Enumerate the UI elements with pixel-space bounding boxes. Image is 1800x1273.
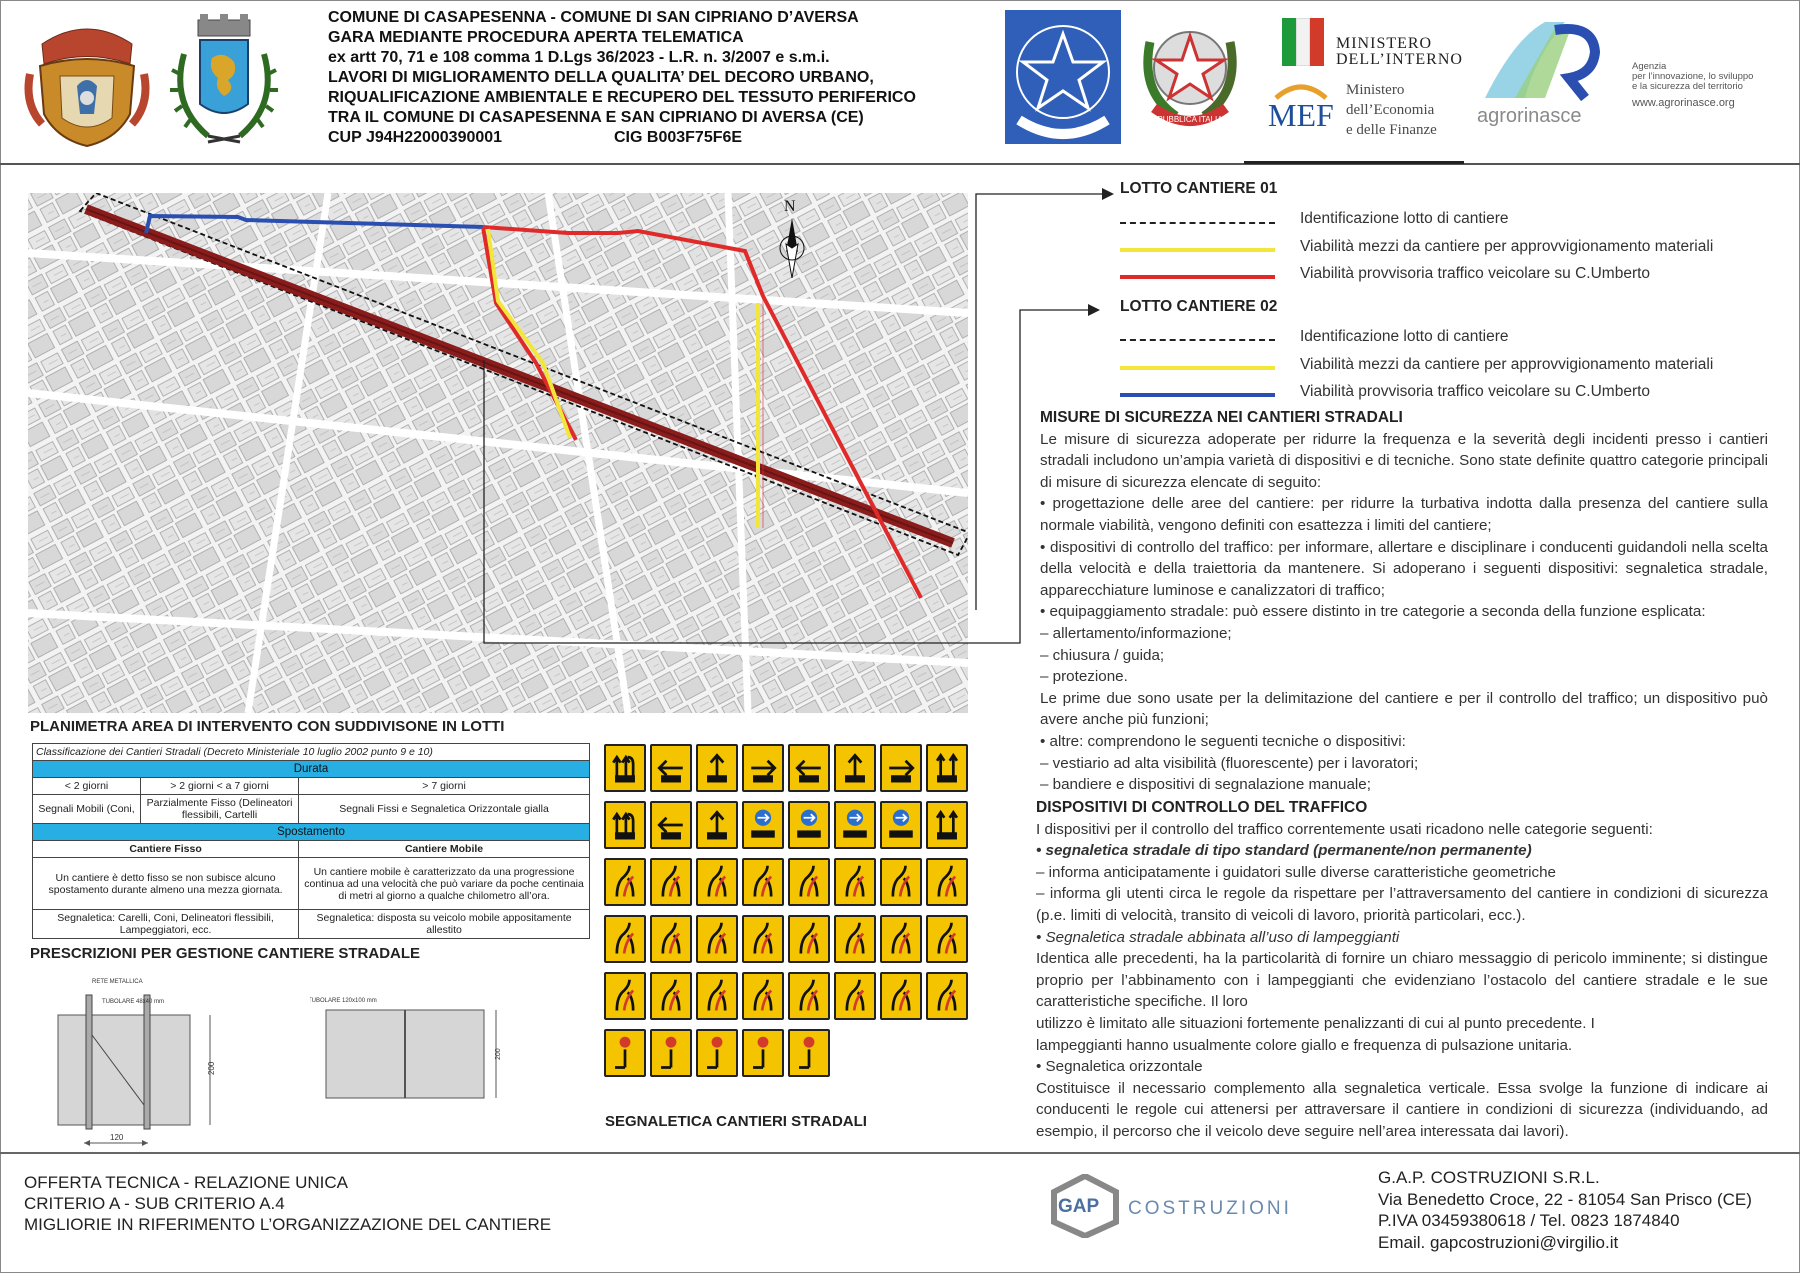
road-sign-icon [696, 915, 738, 963]
footer-left [24, 1172, 551, 1235]
north-label: N [784, 198, 796, 215]
road-sign-icon [926, 858, 968, 906]
ministero-interno-text: MINISTERO [1336, 35, 1433, 52]
road-sign-icon [880, 858, 922, 906]
road-sign-icon [650, 801, 692, 849]
mef-text: MEF [1268, 97, 1334, 130]
lotto1-item: Viabilità mezzi da cantiere per approvvigionamento materiali [1300, 238, 1714, 255]
road-sign-icon [926, 972, 968, 1020]
lotto1-item: Identificazione lotto di cantiere [1300, 210, 1509, 227]
road-sign-icon [834, 858, 876, 906]
road-sign-icon [604, 744, 646, 792]
road-sign-icon [696, 1029, 738, 1077]
mef-logo [1266, 78, 1466, 140]
table-cell: Un cantiere mobile è caratterizzato da una progressione continua ad una velocità che può variare da poche centinaia di metri al giorno a qualche chilometro all’ora. [299, 858, 590, 910]
road-sign-icon [880, 915, 922, 963]
road-sign-icon [696, 744, 738, 792]
road-sign-icon [650, 744, 692, 792]
mef-name: e delle Finanze [1346, 122, 1437, 138]
cig-code: CIG B003F75F6E [614, 129, 743, 146]
table-header-cell: Cantiere Mobile [299, 841, 590, 858]
agrorinasce-url: www.agrorinasce.org [1632, 97, 1735, 109]
fence-dim-height: 200 [495, 1048, 502, 1060]
road-sign-icon [788, 915, 830, 963]
dispositivi-section [1036, 797, 1768, 1143]
road-sign-icon [650, 858, 692, 906]
table-caption: Classificazione dei Cantieri Stradali (Decreto Ministeriale 10 luglio 2002 punto 9 e 10) [33, 744, 590, 761]
lotto2-blue-line [1120, 393, 1275, 397]
road-sign-icon [696, 858, 738, 906]
company-address: Via Benedetto Croce, 22 - 81054 San Prisco (CE) [1378, 1189, 1752, 1209]
header-title [328, 8, 968, 148]
misure-list-item: – bandiere e dispositivi di segnalazione manuale; [1040, 776, 1371, 794]
legend-connector-lines [480, 180, 1120, 650]
header-title-line: TRA IL COMUNE DI CASAPESENNA E SAN CIPRIANO DI AVERSA (CE) [328, 109, 864, 126]
road-sign-icon [650, 915, 692, 963]
header-title-line: LAVORI DI MIGLIORAMENTO DELLA QUALITA’ DEL DECORO URBANO, [328, 69, 874, 86]
dispositivi-category: • Segnaletica orizzontale [1036, 1058, 1203, 1076]
table-cell: Segnaletica: Carelli, Coni, Delineatori flessibili, Lampeggiatori, ecc. [33, 910, 299, 939]
dispositivi-text: – informa gli utenti circa le regole da rispettare per l’attraversamento del cantiere in condizioni di sicurezza (p.e. limiti di velocità, transito di veicoli di lavoro, priorità particolari, ecc.). [1036, 885, 1768, 924]
road-sign-icon [880, 744, 922, 792]
road-sign-icon [742, 858, 784, 906]
table-header-cell: Cantiere Fisso [33, 841, 299, 858]
misure-title: MISURE DI SICUREZZA NEI CANTIERI STRADALI [1040, 409, 1403, 426]
road-sign-icon [604, 801, 646, 849]
road-signs-grid [604, 744, 968, 1094]
road-sign-icon [742, 1029, 784, 1077]
road-sign-icon [742, 915, 784, 963]
prescrizioni-title: PRESCRIZIONI PER GESTIONE CANTIERE STRADALE [30, 945, 421, 962]
lotto1-title: LOTTO CANTIERE 01 [1120, 180, 1278, 197]
ministero-interno-text: DELL’INTERNO [1336, 51, 1463, 68]
gap-logo-text: GAP [1058, 1196, 1100, 1217]
footer-line: CRITERIO A - SUB CRITERIO A.4 [24, 1194, 285, 1213]
road-sign-icon [788, 744, 830, 792]
road-sign-icon [834, 744, 876, 792]
ministero-interno-logo [1278, 14, 1463, 74]
repubblica-blue-emblem [1005, 10, 1121, 144]
misure-point: • altre: comprendono le seguenti tecniche o dispositivi: [1040, 732, 1406, 750]
lotto2-dashed-line [1120, 339, 1275, 341]
company-vat: P.IVA 03459380618 / Tel. 0823 1874840 [1378, 1211, 1680, 1230]
misure-point: • dispositivi di controllo del traffico: per informare, allertare e disciplinare i conducenti guidandoli nella scelta della velocità e della traiettoria da mantenere. Si adoperano i seguenti dispositivi: segnaletica stradale, apparecchiature luminose e canalizzatori di traffico; [1040, 538, 1768, 599]
road-sign-icon [696, 972, 738, 1020]
lotto2-yellow-line [1120, 366, 1275, 370]
table-heading-durata: Durata [33, 761, 590, 778]
road-sign-icon [788, 801, 830, 849]
header-title-line: ex artt 70, 71 e 108 comma 1 D.Lgs 36/2023 - L.R. n. 3/2007 e s.m.i. [328, 49, 830, 66]
fence-drawing-front [310, 990, 510, 1110]
table-cell: Segnali Mobili (Coni, [33, 795, 141, 824]
dispositivi-intro: I dispositivi per il controllo del traffico correntemente usati ricadono nelle categorie seguenti: [1036, 820, 1653, 838]
mef-name: dell’Economia [1346, 102, 1435, 118]
cup-code: CUP J94H22000390001 [328, 129, 503, 146]
table-header-cell: > 7 giorni [299, 778, 590, 795]
company-name: G.A.P. COSTRUZIONI S.R.L. [1378, 1168, 1600, 1187]
header-title-line: GARA MEDIANTE PROCEDURA APERTA TELEMATICA [328, 29, 744, 46]
dispositivi-text: Identica alle precedenti, ha la particolarità di fornire un chiaro messaggio di pericolo imminente; si distingue proprio per l’abbinamento con i lampeggianti che evidenziano l’ostacolo del cantiere stradale e le sue caratteristiche specifiche. Il loro [1036, 950, 1768, 1011]
table-cell: Segnali Fissi e Segnaletica Orizzontale gialla [299, 795, 590, 824]
road-sign-icon [604, 1029, 646, 1077]
misure-point: • equipaggiamento stradale: può essere distinto in tre categorie a seconda della funzione esplicata: [1040, 603, 1706, 621]
road-sign-icon [834, 915, 876, 963]
misure-list-item: – protezione. [1040, 668, 1128, 686]
agrorinasce-caption-line: e la sicurezza del territorio [1632, 81, 1743, 92]
misure-point: Le prime due sono usate per la delimitazione del cantiere e per il controllo del traffico; un dispositivo può avere anche più funzioni; [1040, 689, 1768, 729]
lotto1-red-line [1120, 275, 1275, 279]
road-sign-icon [604, 972, 646, 1020]
header-title-line: COMUNE DI CASAPESENNA - COMUNE DI SAN CIPRIANO D’AVERSA [328, 9, 859, 26]
table-header-cell: > 2 giorni < a 7 giorni [141, 778, 299, 795]
fence-label: RETE METALLICA [92, 979, 143, 985]
misure-list-item: – chiusura / guida; [1040, 646, 1165, 664]
fence-dim-width: 120 [110, 1133, 124, 1142]
mef-name: Ministero [1346, 82, 1405, 98]
fence-drawing-section [40, 975, 270, 1155]
misure-intro: Le misure di sicurezza adoperate per ridurre la frequenza e la severità degli incidenti presso i cantieri stradali includono un’ampia varietà di dispositivi e di tecniche. Sono state definite quattro categorie principali di misure di sicurezza elencate di seguito: [1040, 430, 1768, 491]
road-sign-icon [788, 1029, 830, 1077]
road-sign-icon [788, 858, 830, 906]
classification-table [32, 743, 590, 939]
dispositivi-text: utilizzo è limitato alle situazioni fortemente penalizzanti di cui al punto precedente. I [1036, 1014, 1595, 1032]
repubblica-ring-text: REPUBBLICA ITALIANA [1146, 115, 1234, 124]
dispositivi-text: Costituisce il necessario complemento alla segnaletica verticale. Essa svolge la funzione di indicare ai conducenti le regole cui attenersi per attraversare il cantiere in condizioni di sicurezza (individuando, ad esempio, il percorso che il veicolo deve seguire nell’area interessata dai lavori). [1036, 1079, 1768, 1140]
dispositivi-category: • Segnaletica stradale abbinata all’uso di lampeggianti [1036, 928, 1400, 946]
lotto2-item: Identificazione lotto di cantiere [1300, 328, 1509, 345]
road-sign-icon [926, 744, 968, 792]
costruzioni-logo-text: COSTRUZIONI [1128, 1198, 1292, 1219]
table-cell: Segnaletica: disposta su veicolo mobile appositamente allestito [299, 910, 590, 939]
road-sign-icon [650, 972, 692, 1020]
casapesenna-coat-of-arms [22, 14, 152, 150]
road-sign-icon [742, 972, 784, 1020]
misure-list-item: – allertamento/informazione; [1040, 624, 1232, 642]
fence-dim-height: 200 [207, 1061, 216, 1075]
segnaletica-title: SEGNALETICA CANTIERI STRADALI [605, 1113, 867, 1130]
dispositivi-text: – informa anticipatamente i guidatori sulle diverse caratteristiche geometriche [1036, 863, 1557, 881]
road-sign-icon [926, 915, 968, 963]
lotto2-title: LOTTO CANTIERE 02 [1120, 298, 1278, 315]
road-sign-icon [926, 801, 968, 849]
lotto1-item: Viabilità provvisoria traffico veicolare su C.Umberto [1300, 265, 1651, 282]
dispositivi-category: • segnaletica stradale di tipo standard (permanente/non permanente) [1036, 842, 1532, 860]
footer-line: OFFERTA TECNICA - RELAZIONE UNICA [24, 1173, 348, 1192]
agrorinasce-caption [1632, 62, 1753, 108]
road-sign-icon [696, 801, 738, 849]
dispositivi-text: lampeggianti hanno usualmente colore giallo e frequenza di pulsazione unitaria. [1036, 1036, 1573, 1054]
footer-line: MIGLIORIE IN RIFERIMENTO L’ORGANIZZAZIONE DEL CANTIERE [24, 1215, 552, 1234]
lotto2-item: Viabilità mezzi da cantiere per approvvigionamento materiali [1300, 356, 1714, 373]
repubblica-italiana-emblem [1136, 12, 1244, 130]
header-separator [0, 163, 1800, 165]
fence-label: TUBOLARE 48x40 mm [102, 999, 165, 1005]
road-sign-icon [788, 972, 830, 1020]
lotto1-yellow-line [1120, 248, 1275, 252]
table-heading-spostamento: Spostamento [33, 824, 590, 841]
agrorinasce-text: agrorinasce [1477, 105, 1582, 126]
misure-point: • progettazione delle aree del cantiere: per ridurre la turbativa indotta dalla presenza del cantiere sulla normale viabilità, vengono definiti con esattezza i limiti del cantiere; [1040, 495, 1768, 534]
road-sign-icon [742, 801, 784, 849]
fence-label: TUBOLARE 120x100 mm [310, 998, 377, 1004]
lotto1-dashed-line [1120, 222, 1275, 224]
road-sign-icon [742, 744, 784, 792]
agrorinasce-logo [1475, 18, 1625, 126]
misure-list-item: – vestiario ad alta visibilità (fluorescente) per i lavoratori; [1040, 754, 1419, 772]
dispositivi-title: DISPOSITIVI DI CONTROLLO DEL TRAFFICO [1036, 799, 1368, 816]
footer-separator [0, 1152, 1800, 1154]
header-title-line: RIQUALIFICAZIONE AMBIENTALE E RECUPERO DEL TESSUTO PERIFERICO [328, 89, 916, 106]
road-sign-icon [834, 801, 876, 849]
road-sign-icon [880, 972, 922, 1020]
table-cell: Un cantiere è detto fisso se non subisce alcuno spostamento durante almeno una mezza giornata. [33, 858, 299, 910]
table-header-cell: < 2 giorni [33, 778, 141, 795]
road-sign-icon [880, 801, 922, 849]
company-email: Email. gapcostruzioni@virgilio.it [1378, 1232, 1619, 1252]
road-sign-icon [834, 972, 876, 1020]
road-sign-icon [604, 915, 646, 963]
road-sign-icon [604, 858, 646, 906]
header-separator-dark [1244, 161, 1464, 164]
footer-right [1378, 1167, 1752, 1253]
table-cell: Parzialmente Fisso (Delineatori flessibili, Cartelli [141, 795, 299, 824]
road-sign-icon [650, 1029, 692, 1077]
agrorinasce-caption-line: per l’innovazione, lo sviluppo [1632, 71, 1754, 82]
agrorinasce-caption-line: Agenzia [1632, 61, 1667, 72]
gap-costruzioni-logo [1050, 1174, 1330, 1238]
misure-section [1040, 407, 1768, 796]
lotto2-item: Viabilità provvisoria traffico veicolare su C.Umberto [1300, 383, 1651, 400]
san-cipriano-coat-of-arms [168, 14, 280, 154]
map-caption: PLANIMETRA AREA DI INTERVENTO CON SUDDIVISONE IN LOTTI [30, 718, 505, 735]
